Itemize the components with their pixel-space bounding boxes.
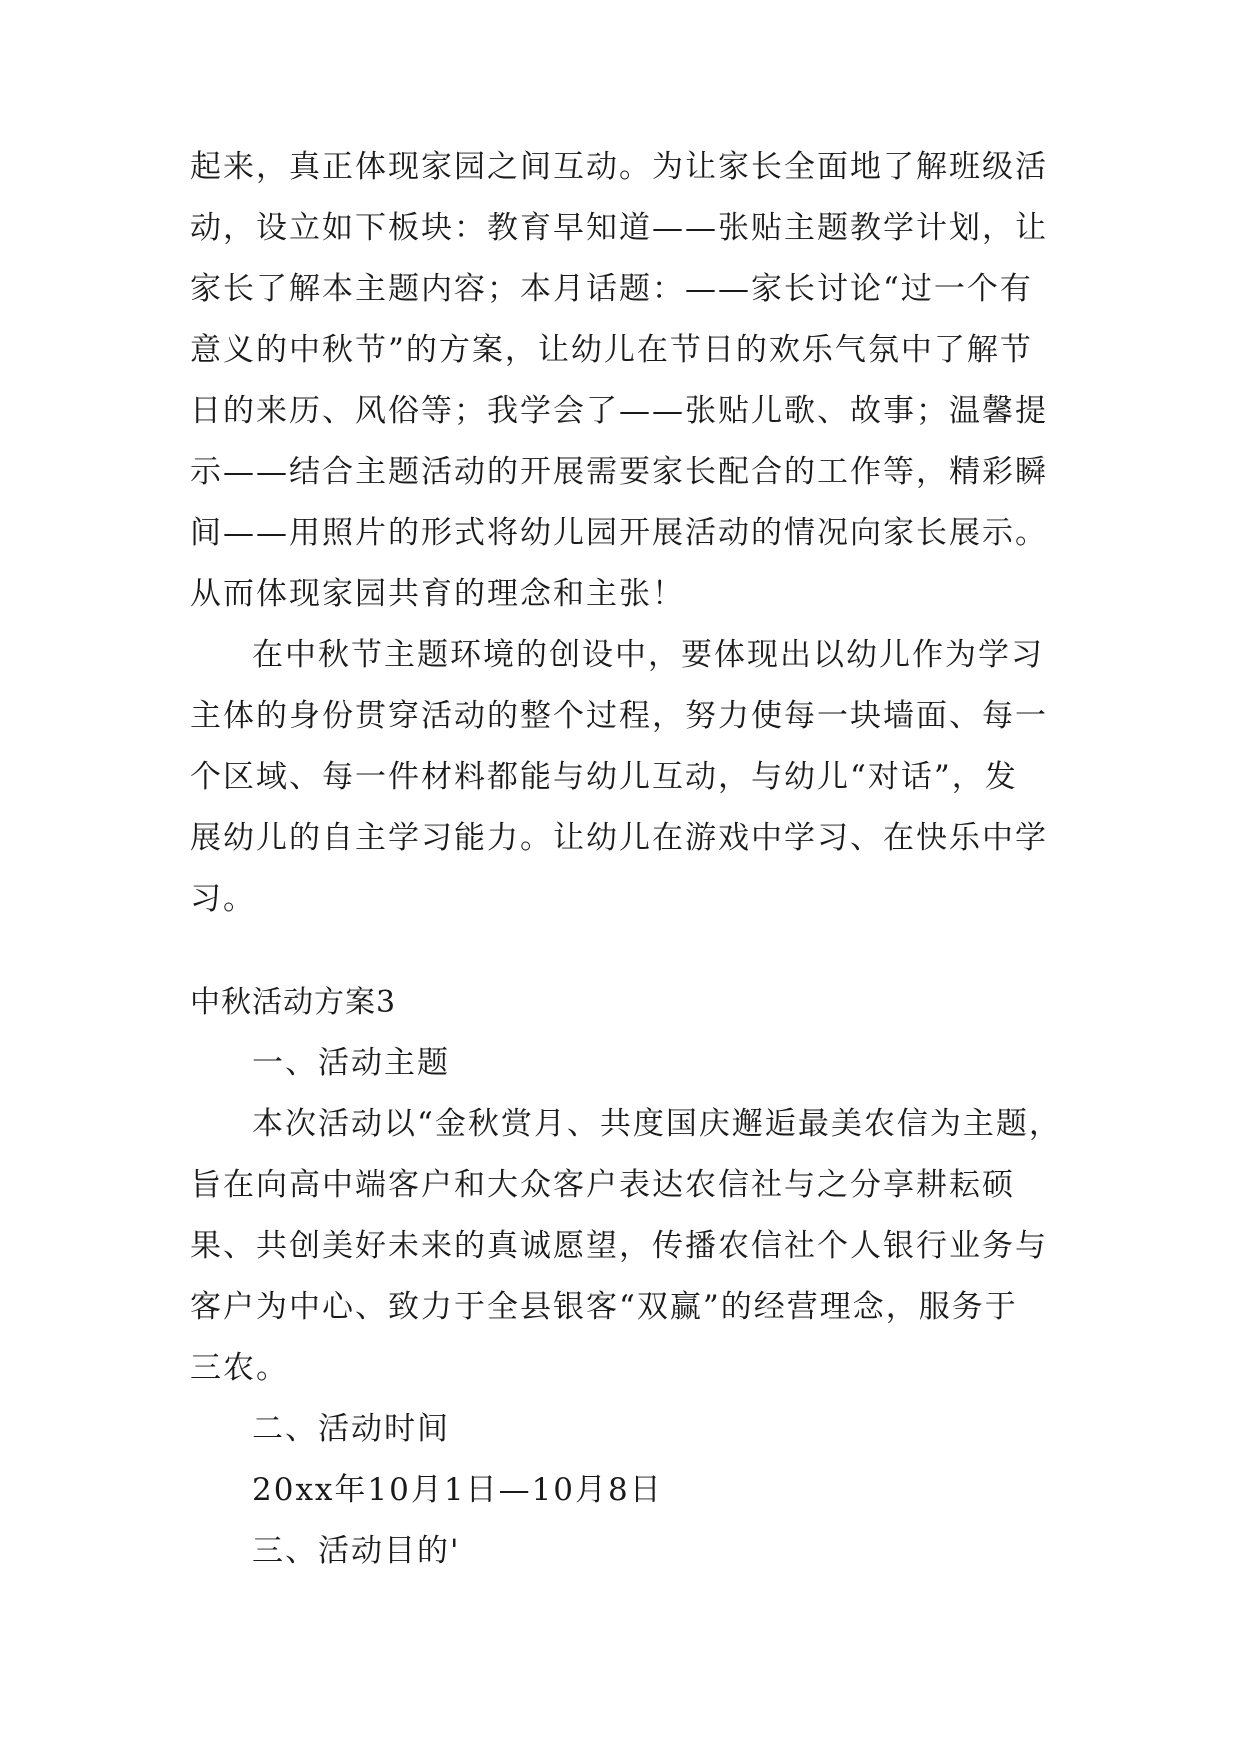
heading-activity-purpose: 三、活动目的' [252,1533,461,1569]
text-line: 意义的中秋节”的方案，让幼儿在节日的欢乐气氛中了解节 [190,332,1033,368]
section-title: 中秋活动方案3 [190,985,397,1020]
text-line: 日的来历、风俗等；我学会了——张贴儿歌、故事；温馨提 [190,393,1048,429]
text-line: 习。 [190,881,256,917]
paragraph-home-interaction [190,137,1070,625]
paragraph-theme-environment [190,625,1070,930]
text-line: 主体的身份贯穿活动的整个过程，努力使每一块墙面、每一 [190,698,1048,734]
text-line: 在中秋节主题环境的创设中，要体现出以幼儿作为学习 [252,637,1044,673]
text-line: 间——用照片的形式将幼儿园开展活动的情况向家长展示。 [190,515,1048,551]
text-line: 三农。 [190,1350,289,1386]
text-line: 旨在向高中端客户和大众客户表达农信社与之分享耕耘硕 [190,1167,1015,1203]
text-line: 动，设立如下板块：教育早知道——张贴主题教学计划，让 [190,210,1048,246]
text-line: 个区域、每一件材料都能与幼儿互动，与幼儿“对话”，发 [190,759,1018,795]
activity-time-value: 20xx年10月1日—10月8日 [252,1472,663,1508]
text-line: 家长了解本主题内容；本月话题：——家长讨论“过一个有 [190,271,1033,307]
section-body [190,1033,1070,1582]
heading-activity-theme: 一、活动主题 [252,1045,450,1081]
text-line: 本次活动以“金秋赏月、共度国庆邂逅最美农信为主题， [252,1106,1062,1142]
text-line: 展幼儿的自主学习能力。让幼儿在游戏中学习、在快乐中学 [190,820,1048,856]
text-line: 起来，真正体现家园之间互动。为让家长全面地了解班级活 [190,149,1048,185]
text-line: 客户为中心、致力于全县银客“双赢”的经营理念，服务于 [190,1289,1018,1325]
text-line: 从而体现家园共育的理念和主张！ [190,576,685,612]
text-line: 果、共创美好未来的真诚愿望，传播农信社个人银行业务与 [190,1228,1048,1264]
heading-activity-time: 二、活动时间 [252,1411,450,1447]
text-line: 示——结合主题活动的开展需要家长配合的工作等，精彩瞬 [190,454,1048,490]
